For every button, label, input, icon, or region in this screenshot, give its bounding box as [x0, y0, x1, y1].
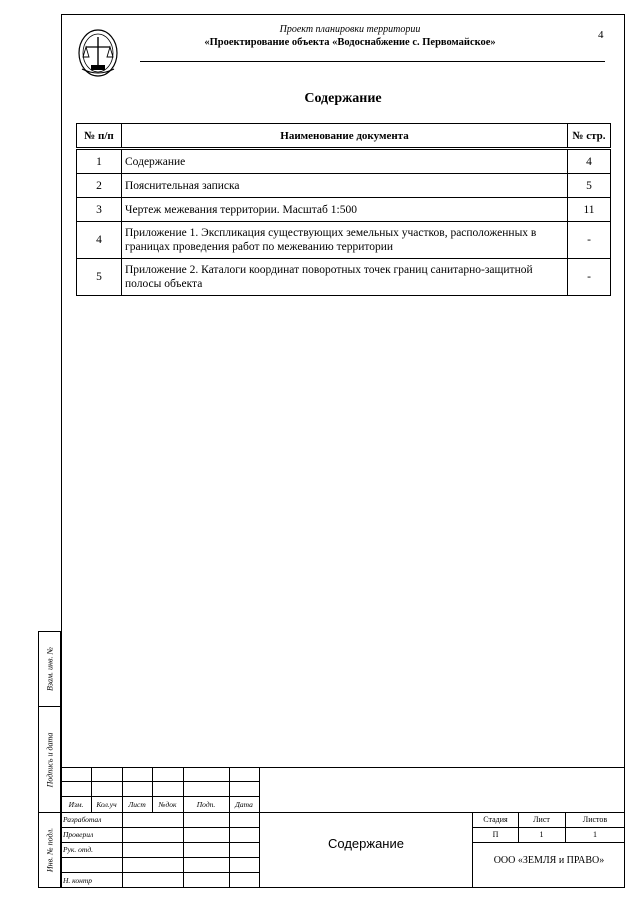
- organization-name: ООО «ЗЕМЛЯ и ПРАВО»: [493, 855, 605, 866]
- table-header-row: [77, 124, 611, 149]
- row-num: 2: [77, 174, 122, 198]
- column-header-num: № п/п: [77, 124, 122, 149]
- table-row: [77, 259, 611, 296]
- table-row: [77, 149, 611, 174]
- side-stamp-signature: [38, 706, 61, 813]
- row-name: Чертеж межевания территории. Масштаб 1:500: [122, 198, 568, 222]
- role-norm-control: Н. контр: [63, 876, 93, 885]
- row-page: 4: [568, 149, 611, 174]
- row-num: 5: [77, 259, 122, 296]
- stage-value: П: [492, 830, 499, 839]
- row-name: Содержание: [122, 149, 568, 174]
- side-stamp-label: Инв. № подл.: [45, 827, 54, 873]
- role-checked: Проверил: [63, 830, 94, 839]
- header-title: «Проектирование объекта «Водоснабжение с. Первомайское»: [204, 37, 496, 48]
- role-developed: Разработал: [63, 815, 102, 824]
- side-stamp-label: Подпись и дата: [45, 732, 54, 787]
- table-row: [77, 222, 611, 259]
- row-name: Приложение 2. Каталоги координат поворотных точек границ санитарно-защитной полосы объекта: [122, 259, 568, 296]
- sheets-label: Листов: [582, 815, 608, 824]
- sheets-value: 1: [593, 830, 597, 839]
- side-stamp-inv-original: [38, 812, 61, 888]
- title-block-title: Содержание: [328, 836, 404, 851]
- row-num: 4: [77, 222, 122, 259]
- toc-table: [76, 123, 611, 296]
- row-name: Пояснительная записка: [122, 174, 568, 198]
- document-title: Содержание: [304, 91, 382, 106]
- column-header-name: Наименование документа: [122, 124, 568, 149]
- side-stamp-label: Взам. инв. №: [45, 646, 54, 692]
- header-divider: [140, 61, 605, 62]
- column-date: Дата: [235, 800, 253, 809]
- row-page: 5: [568, 174, 611, 198]
- header-subtitle: Проект планировки территории: [279, 24, 421, 35]
- row-name: Приложение 1. Экспликация существующих земельных участков, расположенных в границах проведения работ по межеванию территории: [122, 222, 568, 259]
- emblem-icon: [76, 25, 120, 80]
- row-page: -: [568, 259, 611, 296]
- column-kol: Кол.уч: [96, 800, 117, 809]
- column-izm: Изм.: [68, 800, 84, 809]
- row-num: 1: [77, 149, 122, 174]
- side-stamp-replace-inv: [38, 631, 61, 707]
- title-block: [61, 767, 625, 889]
- row-page: -: [568, 222, 611, 259]
- stage-label: Стадия: [483, 815, 508, 824]
- sheet-value: 1: [539, 830, 544, 839]
- row-num: 3: [77, 198, 122, 222]
- column-ndok: №док: [158, 800, 177, 809]
- role-head: Рук. отд.: [63, 845, 94, 854]
- column-podp: Подп.: [196, 800, 216, 809]
- row-page: 11: [568, 198, 611, 222]
- table-row: [77, 174, 611, 198]
- column-header-page: № стр.: [568, 124, 611, 149]
- sheet-label: Лист: [533, 815, 550, 824]
- sheet-number: 4: [598, 29, 604, 41]
- column-list: Лист: [128, 800, 146, 809]
- table-row: [77, 198, 611, 222]
